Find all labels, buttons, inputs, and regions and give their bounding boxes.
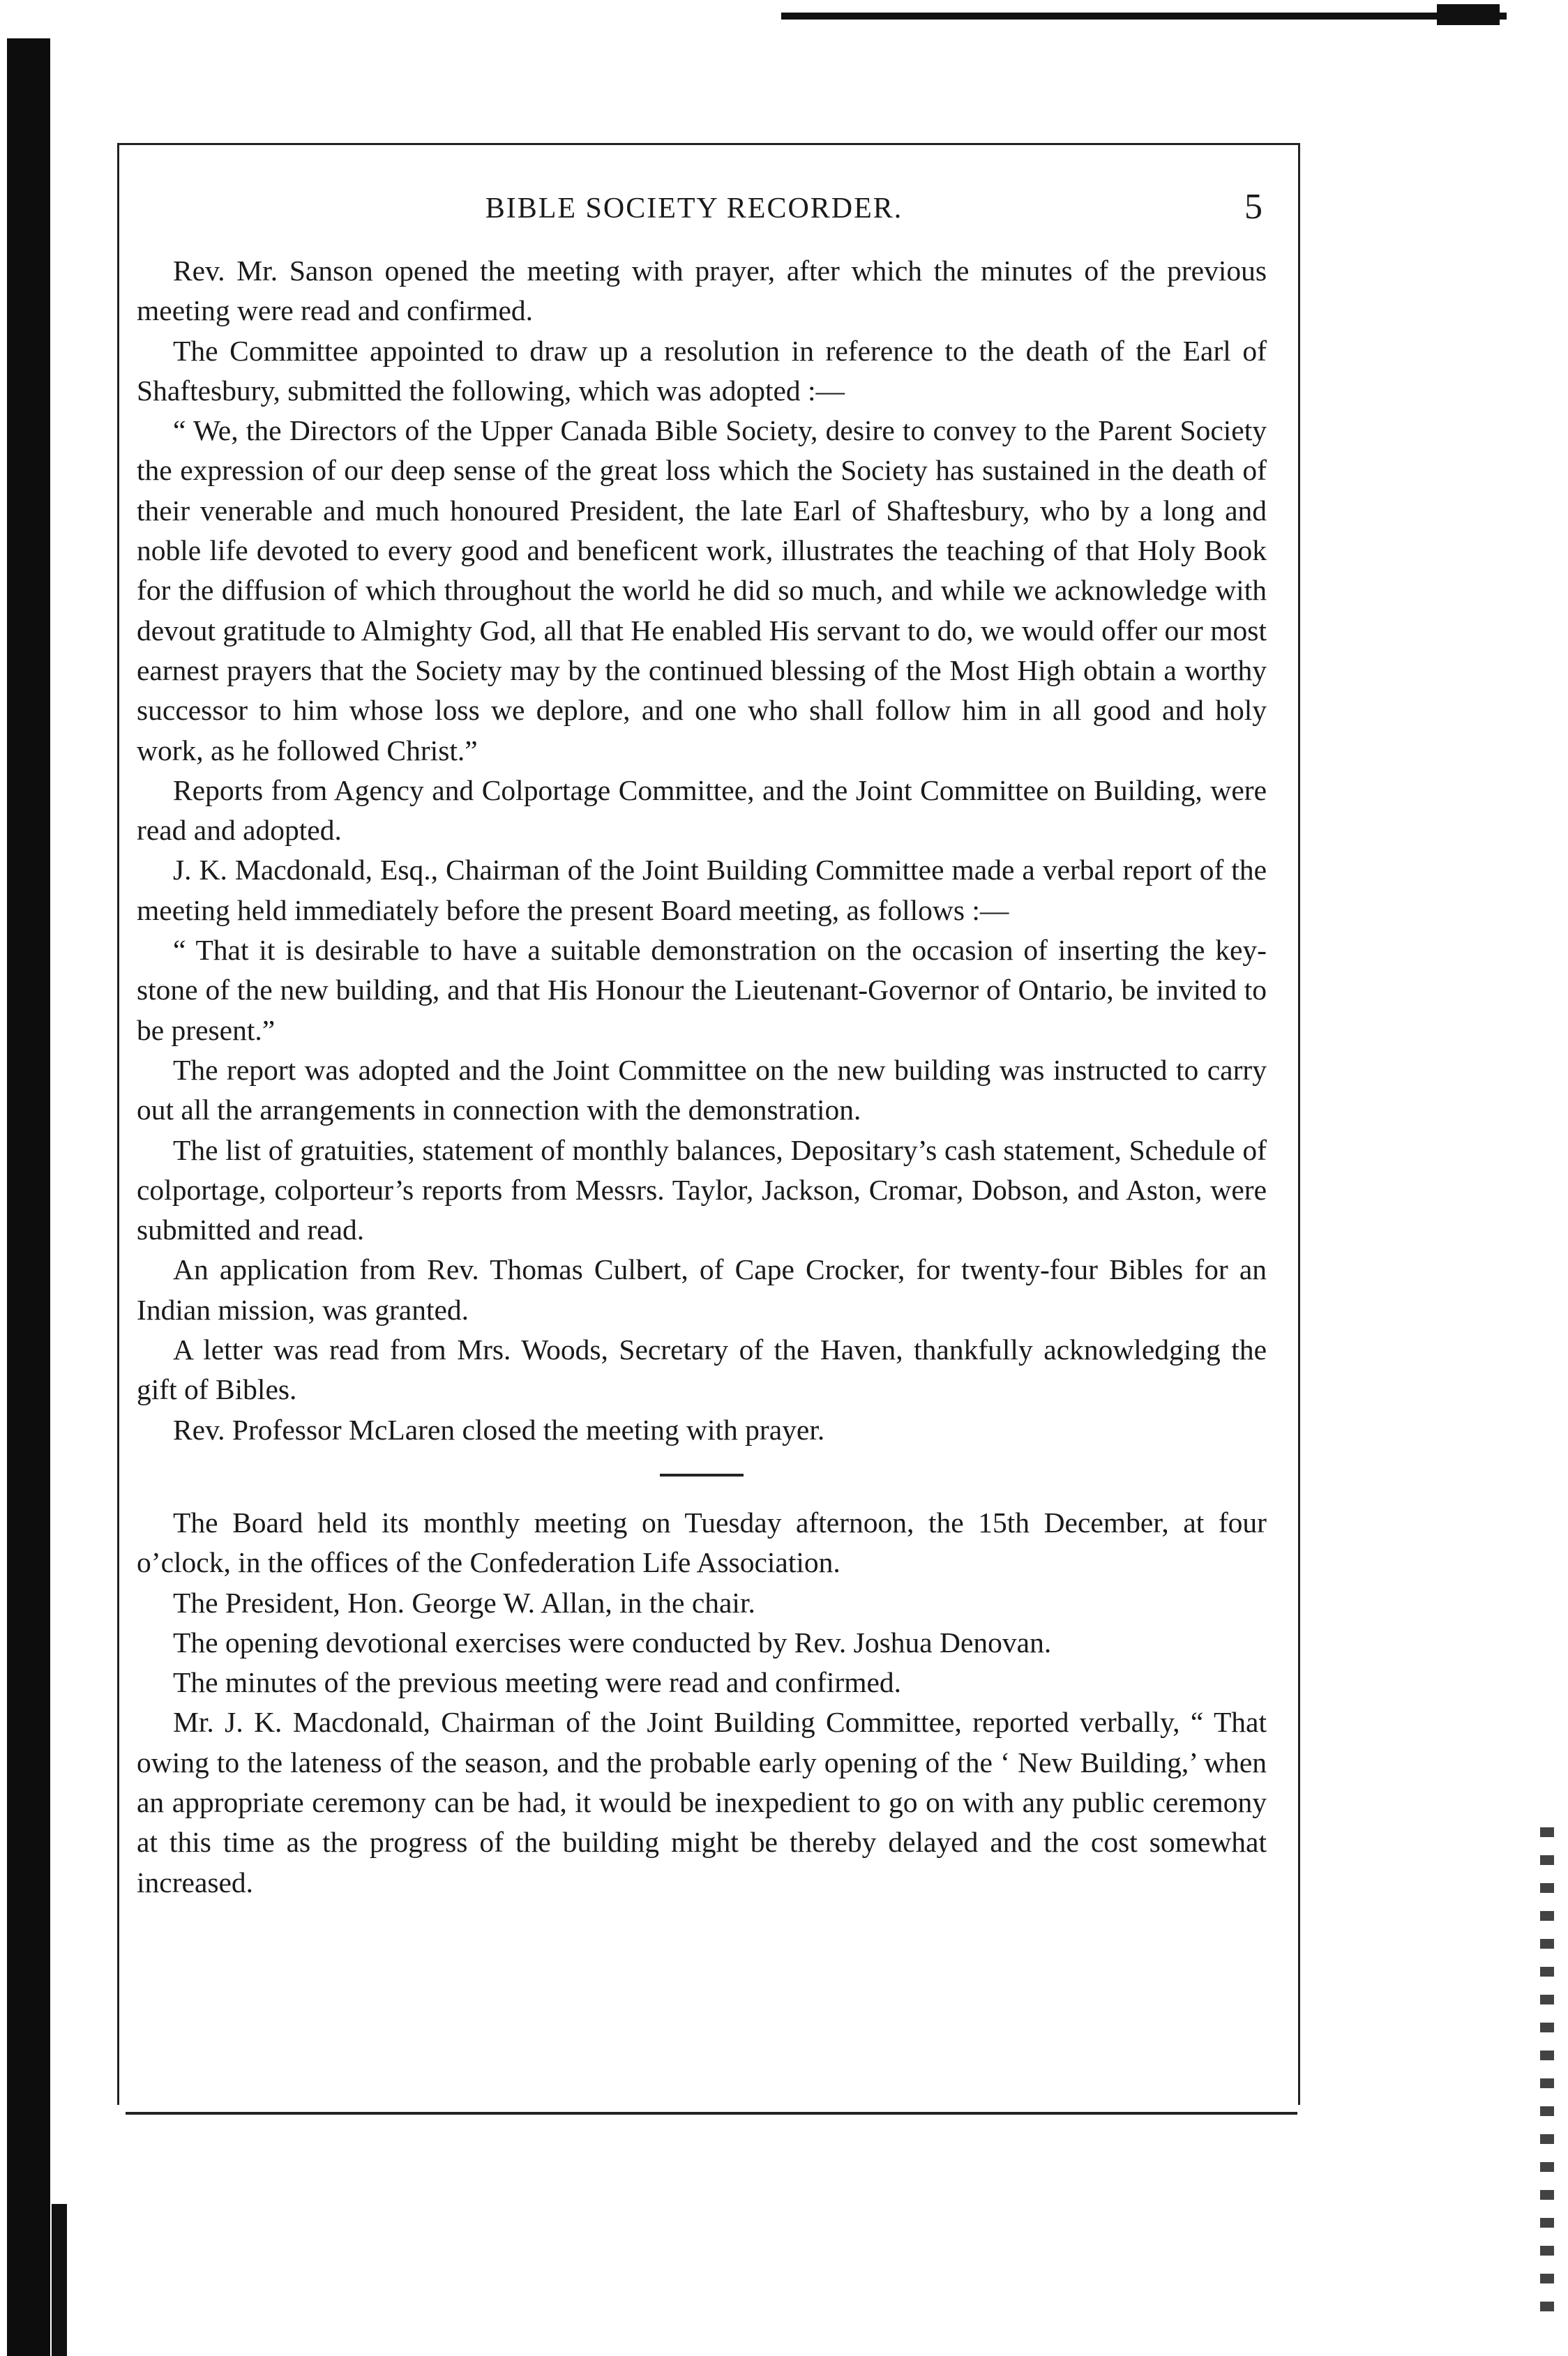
quoted-report: “ That it is desirable to have a suitable demonstration on the occasion of inserting the key-stone of the new building, and that His Honour the Lieutenant-Governor of Ontario, be invited to be present.” [137,934,1267,1046]
page-bottom-rule [126,2112,1297,2115]
page-title: BIBLE SOCIETY RECORDER. [485,192,903,225]
paragraph: Reports from Agency and Colportage Committee, and the Joint Committee on Building, were read and adopted. [137,773,1267,847]
article-body [137,251,1267,1903]
scan-border-top-corner [1437,4,1500,25]
scan-marks-right [1540,1827,1554,2329]
running-head [119,187,1269,234]
paragraph: A letter was read from Mrs. Woods, Secretary of the Haven, thankfully acknowledging the gift of Bibles. [137,1334,1267,1406]
quoted-resolution: “ We, the Directors of the Upper Canada Bible Society, desire to convey to the Parent Society the expression of our deep sense of the great loss which the Society has sustained in the death of their venerable and much honoured President, the late Earl of Shaftesbury, who by a long and noble life devoted to every good and beneficent work, illustrates the teaching of that Holy Book for the diffusion of which throughout the world he did so much, and while we acknowledge with devout gratitude to Almighty God, all that He enabled His servant to do, we would offer our most earnest prayers that the Society may by the continued blessing of the Most High obtain a worthy successor to him whose loss we deplore, and one who shall follow him in all good and holy work, as he followed Christ.” [137,414,1267,767]
scan-border-left [7,38,50,2356]
page-number: 5 [1244,187,1262,227]
paragraph: Rev. Mr. Sanson opened the meeting with prayer, after which the minutes of the previous meeting were read and confirmed. [137,255,1267,327]
paragraph: The list of gratuities, statement of monthly balances, Depositary’s cash statement, Schedule of colportage, colporteur’s reports from Messrs. Taylor, Jackson, Cromar, Dobson, and Aston, were submitted and read. [137,1133,1267,1246]
paragraph: The Board held its monthly meeting on Tuesday afternoon, the 15th December, at four o’clock, in the offices of the Confederation Life Association. [137,1506,1267,1579]
paragraph: J. K. Macdonald, Esq., Chairman of the Joint Building Committee made a verbal report of the meeting held immediately before the present Board meeting, as follows :— [137,854,1267,926]
paragraph: Mr. J. K. Macdonald, Chairman of the Joint Building Committee, reported verbally, “ That owing to the lateness of the season, and the probable early opening of the ‘ New Building,’ when an appropriate ceremony can be had, it would be inexpedient to go on with any public ceremony at this time as the progress of the building might be thereby delayed and the cost somewhat increased. [137,1706,1267,1898]
paragraph: The President, Hon. George W. Allan, in the chair. [173,1586,755,1619]
scan-border-left-foot [52,2204,67,2356]
section-divider [660,1474,744,1477]
paragraph: The opening devotional exercises were conducted by Rev. Joshua Denovan. [173,1626,1052,1659]
paragraph: Rev. Professor McLaren closed the meeting with prayer. [173,1413,825,1446]
scan-border-top [781,13,1507,20]
paragraph: The minutes of the previous meeting were read and confirmed. [173,1666,902,1699]
paragraph: The report was adopted and the Joint Committee on the new building was instructed to carry out all the arrangements in connection with the demonstration. [137,1053,1267,1126]
paragraph: The Committee appointed to draw up a resolution in reference to the death of the Earl of Shaftesbury, submitted the following, which was adopted :— [137,334,1267,407]
paragraph: An application from Rev. Thomas Culbert, of Cape Crocker, for twenty-four Bibles for an Indian mission, was granted. [137,1253,1267,1326]
